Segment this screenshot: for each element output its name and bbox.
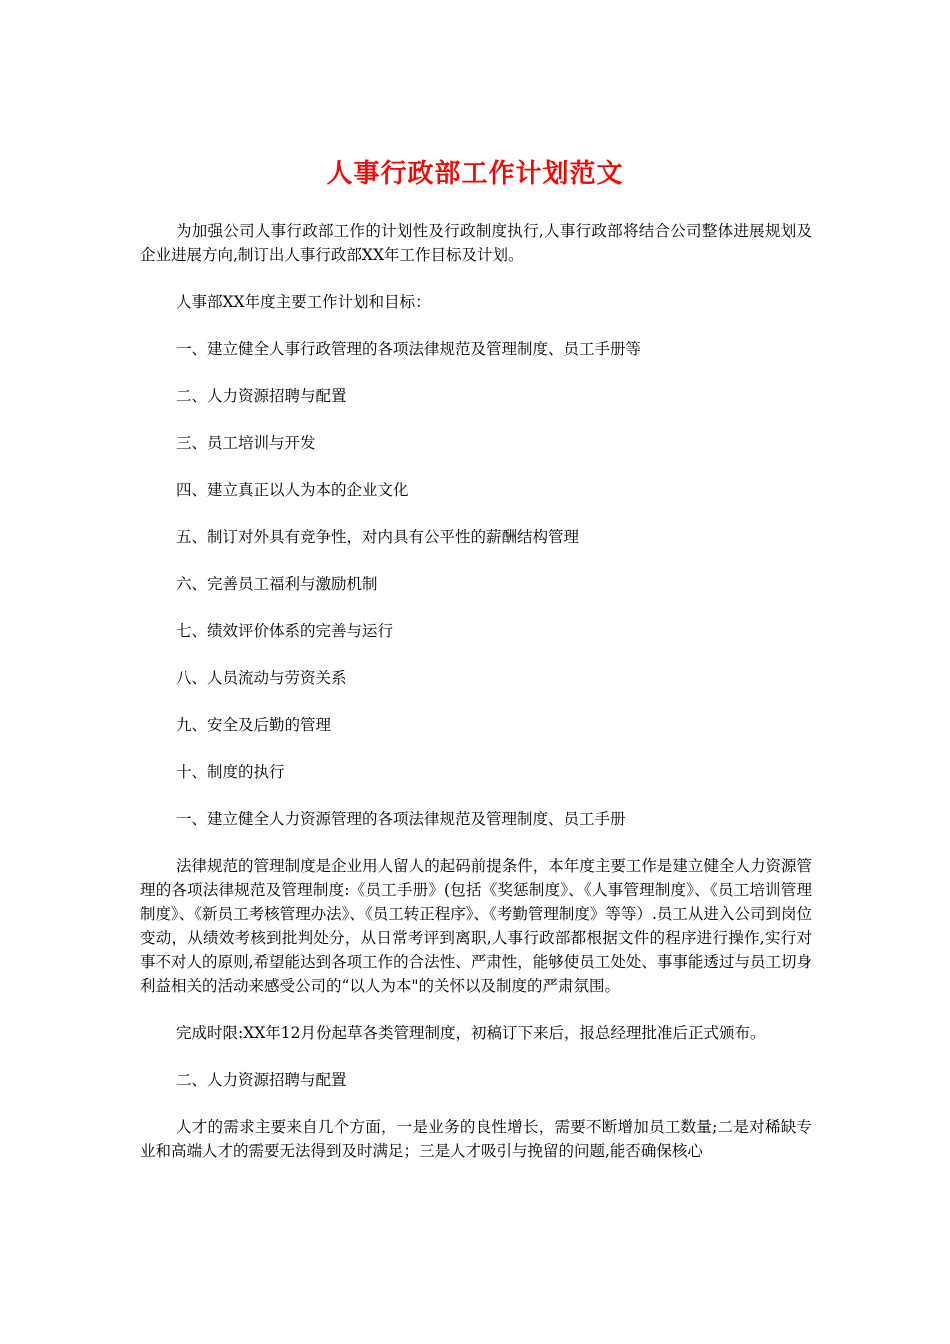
paragraph: 人才的需求主要来自几个方面，一是业务的良性增长，需要不断增加员工数量;二是对稀缺专业和高端人才的需要无法得到及时满足；三是人才吸引与挽留的问题,能否确保核心: [140, 1118, 812, 1160]
list-item: 二、人力资源招聘与配置: [176, 387, 347, 405]
paragraph-plan-heading: 人事部XX年度主要工作计划和目标：: [176, 293, 431, 311]
document-body: [140, 219, 812, 1186]
section-heading: 一、建立健全人力资源管理的各项法律规范及管理制度、员工手册: [176, 810, 626, 828]
document-title: 人事行政部工作计划范文: [326, 159, 624, 189]
list-item: 五、制订对外具有竞争性，对内具有公平性的薪酬结构管理: [176, 528, 580, 546]
section-heading: 二、人力资源招聘与配置: [176, 1071, 347, 1089]
list-item: 十、制度的执行: [176, 763, 285, 781]
list-item: 六、完善员工福利与激励机制: [176, 575, 378, 593]
paragraph-intro: 为加强公司人事行政部工作的计划性及行政制度执行,人事行政部将结合公司整体进展规划及企业进展方向,制订出人事行政部XX年工作目标及计划。: [140, 222, 812, 264]
paragraph: 法律规范的管理制度是企业用人留人的起码前提条件，本年度主要工作是建立健全人力资源管理的各项法律规范及管理制度:《员工手册》(包括《奖惩制度》、《人事管理制度》、《员工培训管理制度》、《新员工考核管理办法》、《员工转正程序》、《考勤管理制度》等等）.员工从进入公司到岗位变动，从绩效考核到批判处分，从日常考评到离职,人事行政部都根据文件的程序进行操作,实行对事不对人的原则,希望能达到各项工作的合法性、严肃性，能够使员工处处、事事能透过与员工切身利益相关的活动来感受公司的“以人为本"的关怀以及制度的严肃氛围。: [140, 857, 812, 995]
list-item: 九、安全及后勤的管理: [176, 716, 332, 734]
list-item: 四、建立真正以人为本的企业文化: [176, 481, 409, 499]
list-item: 七、绩效评价体系的完善与运行: [176, 622, 394, 640]
paragraph: 完成时限:XX年12月份起草各类管理制度，初稿订下来后，报总经理批准后正式颁布。: [176, 1024, 766, 1042]
list-item: 三、员工培训与开发: [176, 434, 316, 452]
list-item: 一、建立健全人事行政管理的各项法律规范及管理制度、员工手册等: [176, 340, 642, 358]
list-item: 八、人员流动与劳资关系: [176, 669, 347, 687]
